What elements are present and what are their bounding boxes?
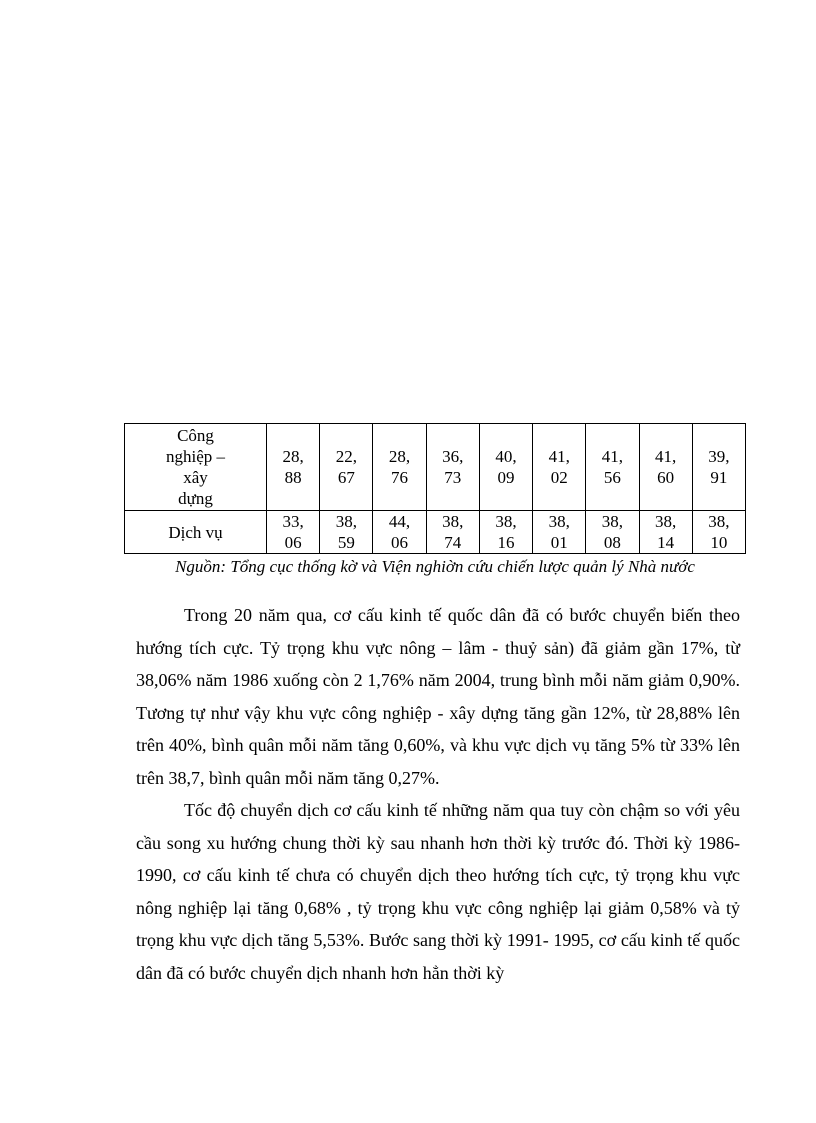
table-cell: 41, 02 xyxy=(533,424,586,511)
row-label: Công nghiệp – xây dựng xyxy=(125,424,267,511)
table-row xyxy=(125,511,746,554)
row-label: Dịch vụ xyxy=(125,511,267,554)
table-cell: 44, 06 xyxy=(373,511,426,554)
table-cell: 33, 06 xyxy=(267,511,320,554)
table-cell: 36, 73 xyxy=(426,424,479,511)
table-cell: 40, 09 xyxy=(479,424,532,511)
table-row xyxy=(125,424,746,511)
table-cell: 38, 16 xyxy=(479,511,532,554)
economic-structure-table xyxy=(124,423,746,554)
table-cell: 22, 67 xyxy=(320,424,373,511)
table-cell: 38, 10 xyxy=(692,511,745,554)
table-source-caption: Nguồn: Tổng cục thống kờ và Viện nghiờn cứu chiến lược quản lý Nhà nước xyxy=(175,557,695,576)
table-cell: 38, 74 xyxy=(426,511,479,554)
table-cell: 38, 01 xyxy=(533,511,586,554)
table-cell: 38, 14 xyxy=(639,511,692,554)
table-cell: 28, 76 xyxy=(373,424,426,511)
paragraph: Trong 20 năm qua, cơ cấu kinh tế quốc dân đã có bước chuyển biến theo hướng tích cực. Tỷ trọng khu vực nông – lâm - thuỷ sản) đã giảm gần 17%, từ 38,06% năm 1986 xuống còn 2 1,76% năm 2004, trung bình mỗi năm giảm 0,90%. Tương tự như vậy khu vực công nghiệp - xây dựng tăng gần 12%, từ 28,88% lên trên 40%, bình quân mỗi năm tăng 0,60%, và khu vực dịch vụ tăng 5% từ 33% lên trên 38,7, bình quân mỗi năm tăng 0,27%. xyxy=(136,605,740,788)
table-cell: 39, 91 xyxy=(692,424,745,511)
table-cell: 38, 59 xyxy=(320,511,373,554)
paragraph: Tốc độ chuyển dịch cơ cấu kinh tế những năm qua tuy còn chậm so với yêu cầu song xu hướng chung thời kỳ sau nhanh hơn thời kỳ trước đó. Thời kỳ 1986- 1990, cơ cấu kinh tế chưa có chuyển dịch theo hướng tích cực, tỷ trọng khu vực nông nghiệp lại tăng 0,68% , tỷ trọng khu vực công nghiệp lại giảm 0,58% và tỷ trọng khu vực dịch tăng 5,53%. Bước sang thời kỳ 1991- 1995, cơ cấu kinh tế quốc dân đã có bước chuyển dịch nhanh hơn hẳn thời kỳ xyxy=(136,800,740,983)
table-cell: 41, 60 xyxy=(639,424,692,511)
table-cell: 41, 56 xyxy=(586,424,639,511)
table-cell: 28, 88 xyxy=(267,424,320,511)
body-text xyxy=(136,599,740,989)
table-cell: 38, 08 xyxy=(586,511,639,554)
